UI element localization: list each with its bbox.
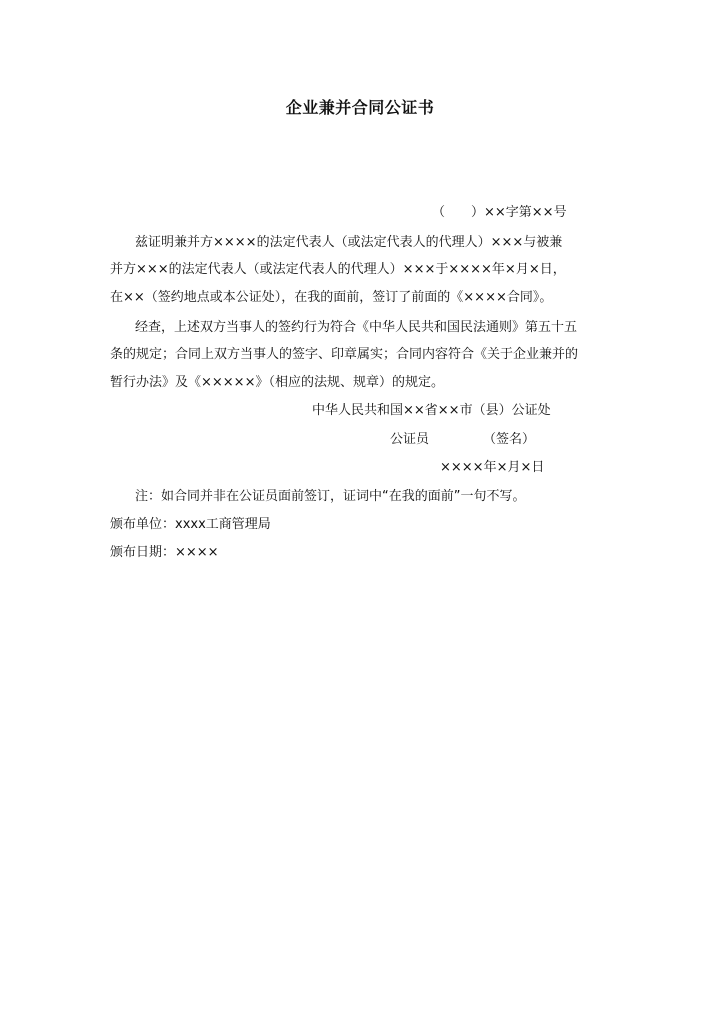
document-number: （ ）××字第××号 [432, 205, 567, 220]
signature-placeholder: （签名） [483, 432, 536, 447]
document-title: 企业兼并合同公证书 [285, 98, 435, 117]
notarization-date: ××××年×月×日 [440, 460, 545, 475]
paragraph-2-line-2: 条的规定；合同上双方当事人的签字、印章属实；合同内容符合《关于企业兼并的 [110, 347, 579, 362]
notary-signature-line [390, 432, 535, 448]
publisher: 颁布单位：xxxx工商管理局 [110, 517, 271, 532]
publish-date: 颁布日期：×××× [110, 545, 219, 560]
footnote: 注：如合同并非在公证员面前签订，证词中“在我的面前”一句不写。 [135, 489, 526, 504]
paragraph-2-line-3: 暂行办法》及《×××××》（相应的法规、规章）的规定。 [110, 375, 444, 390]
paragraph-1-line-2: 并方×××的法定代表人（或法定代表人的代理人）×××于××××年×月×日， [110, 262, 566, 277]
paragraph-2-line-1: 经查，上述双方当事人的签约行为符合《中华人民共和国民法通则》第五十五 [135, 320, 578, 335]
notary-label: 公证员 [390, 432, 430, 447]
paragraph-1-line-3: 在××（签约地点或本公证处），在我的面前，签订了前面的《××××合同》。 [110, 290, 553, 305]
paragraph-1-line-1: 兹证明兼并方××××的法定代表人（或法定代表人的代理人）×××与被兼 [135, 235, 563, 250]
notary-office: 中华人民共和国××省××市（县）公证处 [312, 403, 551, 418]
